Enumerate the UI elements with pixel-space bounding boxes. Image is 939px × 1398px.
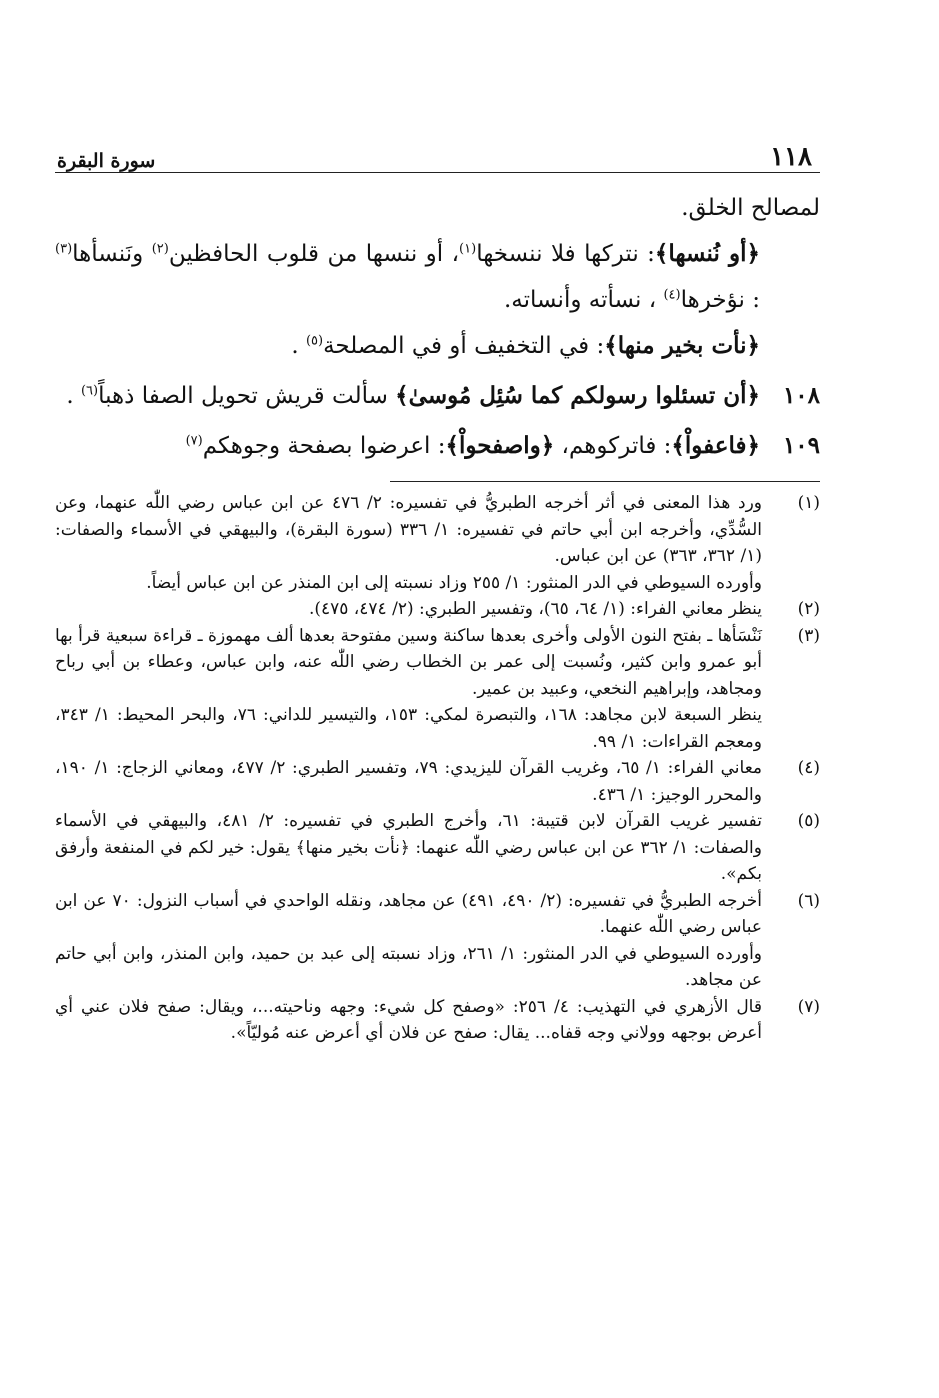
paragraph-nati <box>55 323 820 369</box>
footnote-text: نَنْسَأها ـ بفتح النون الأولى وأخرى بعدها ساكنة وسين مفتوحة بعدها ألف مهموزة ـ قراءة سبعية قرأ بها أبو عمرو وابن كثير، ونُسبت إلى عمر بن الخطاب رضي اللّٰه عنه، وابن عباس، وعطاء بن أبي رباح ومجاهد، وإبراهيم النخعي، وعبيد بن عمير. <box>55 625 762 699</box>
footnote-text: معاني الفراء: ١/ ٦٥، وغريب القرآن لليزيدي: ٧٩، وتفسير الطبري: ٢/ ٤٧٧، ومعاني الزجاج: ١/ ١٩٠، والمحرر الوجيز: ١/ ٤٣٦. <box>55 758 763 805</box>
footnote-6 <box>55 888 820 994</box>
verse-number: ١٠٩ <box>782 432 820 459</box>
footnote-text: ورد هذا المعنى في أثر أخرجه الطبريُّ في تفسيره: ٢/ ٤٧٦ عن ابن عباس رضي اللّٰه عنهما، وعن السُّدِّي، وأخرجه ابن أبي حاتم في تفسيره: ١/ ٣٣٦ (سورة البقرة)، والبيهقي في الأسماء والصفات: (١/ ٣٦٢، ٣٦٣) عن ابن عباس. <box>55 493 763 566</box>
verse-commentary <box>55 373 760 419</box>
gloss-text: . <box>291 333 306 359</box>
footnote-divider <box>390 481 820 482</box>
paragraph-nunsiha <box>55 231 820 323</box>
paragraph-intro: لمصالح الخلق. <box>681 195 820 221</box>
footnote-ref-5[interactable]: (٥) <box>305 333 324 349</box>
verse-number: ١٠٨ <box>782 382 820 409</box>
footnote-number: (٢) <box>797 599 820 619</box>
quran-quote: ﴿فاعفواْ﴾ <box>671 432 760 459</box>
footnote-body <box>55 888 762 994</box>
book-page <box>55 140 820 1047</box>
page-number: ١١٨ <box>770 142 812 172</box>
gloss-text: : اعرضوا بصفحة وجوهكم <box>202 433 446 459</box>
footnote-5 <box>55 808 820 888</box>
footnote-number: (٧) <box>797 996 820 1017</box>
gloss-text: : نتركها فلا ننسخها <box>476 241 655 267</box>
footnote-subtext: ينظر السبعة لابن مجاهد: ١٦٨، والتبصرة لمكي: ١٥٣، والتيسير للداني: ٧٦، والبحر المحيط: ١/ ٣٤٣، ومعجم القراءات: ١/ ٩٩. <box>55 705 763 752</box>
footnote-4 <box>55 755 820 808</box>
verse-109 <box>55 423 820 469</box>
gloss-text: ونَنسأها <box>72 241 152 267</box>
footnote-number: (٥) <box>797 811 820 831</box>
quran-quote: ﴿نأت بخير منها﴾ <box>604 332 760 359</box>
footnote-text: أخرجه الطبريُّ في تفسيره: (٢/ ٤٩٠، ٤٩١) عن مجاهد، ونقله الواحدي في أسباب النزول: ٧٠ عن ابن عباس رضي اللّٰه عنهما. <box>55 890 762 937</box>
quran-quote: ﴿واصفحواْ﴾ <box>445 432 555 459</box>
footnotes-section <box>55 490 820 1047</box>
gloss-text: : نؤخرها <box>680 287 760 313</box>
footnote-3 <box>55 623 820 756</box>
footnote-text: ينظر معاني الفراء: (١/ ٦٤، ٦٥)، وتفسير الطبري: (٢/ ٤٧٤، ٤٧٥). <box>308 599 762 619</box>
gloss-text: : فاتركوهم، <box>554 433 672 459</box>
gloss-text: ، نسأته وأنساته. <box>503 287 664 313</box>
footnote-number: (٣) <box>797 625 820 646</box>
main-text <box>55 185 820 469</box>
footnote-2 <box>55 596 820 623</box>
gloss-text: . <box>66 383 81 409</box>
gloss-text: سألت قريش تحويل الصفا ذهباً <box>98 383 396 409</box>
verse-commentary <box>55 423 760 469</box>
footnote-ref-1[interactable]: (١) <box>459 241 477 257</box>
gloss-text: : في التخفيف أو في المصلحة <box>323 333 605 359</box>
footnote-body <box>55 808 762 888</box>
footnote-ref-7[interactable]: (٧) <box>185 433 203 449</box>
footnote-body <box>55 490 762 596</box>
quran-quote: ﴿أو نُنسها﴾ <box>654 240 760 267</box>
footnote-ref-4[interactable]: (٤) <box>663 287 681 303</box>
footnote-number: (٦) <box>797 890 820 911</box>
footnote-ref-2[interactable]: (٢) <box>151 241 169 257</box>
footnote-text: تفسير غريب القرآن لابن قتيبة: ٦١، وأخرج الطبري في تفسيره: ٢/ ٤٨١، والبيهقي في الأسماء والصفات: ١/ ٣٦٢ عن ابن عباس رضي اللّٰه عنهما: ﴿نأت بخير منها﴾ يقول: خير لكم في المنفعة وأرفق بكم». <box>55 811 762 884</box>
footnote-text: قال الأزهري في التهذيب: ٤/ ٢٥٦: «وصفح كل شيء: وجهه وناحيته...، ويقال: صفح فلان عني أي أعرض بوجهه وولاني وجه قفاه... يقال: صفح عن فلان أي أعرض عنه مُوليّاً». <box>55 996 762 1043</box>
footnote-body <box>55 623 762 756</box>
footnote-subtext: وأورده السيوطي في الدر المنثور: ١/ ٢٦١، وزاد نسبته إلى عبد بن حميد، وابن المنذر، وابن أبي حاتم عن مجاهد. <box>55 943 762 990</box>
page-header <box>55 140 820 173</box>
footnote-ref-3[interactable]: (٣) <box>55 241 73 257</box>
surah-title: سورة البقرة <box>57 150 156 172</box>
footnote-ref-6[interactable]: (٦) <box>80 383 99 399</box>
footnote-number: (٤) <box>797 758 820 778</box>
footnote-7 <box>55 994 820 1047</box>
footnote-body <box>55 994 762 1047</box>
footnote-1 <box>55 490 820 596</box>
footnote-number: (١) <box>797 493 820 513</box>
quran-quote: ﴿أن تسئلوا رسولكم كما سُئِل مُوسىٰ﴾ <box>395 382 760 409</box>
verse-108 <box>55 373 820 419</box>
gloss-text: ، أو ننسها من قلوب الحافظين <box>168 241 460 267</box>
footnote-subtext: وأورده السيوطي في الدر المنثور: ١/ ٢٥٥ وزاد نسبته إلى ابن المنذر عن ابن عباس أيضاً. <box>146 572 762 593</box>
footnote-body <box>55 596 762 623</box>
footnote-body <box>55 755 762 808</box>
